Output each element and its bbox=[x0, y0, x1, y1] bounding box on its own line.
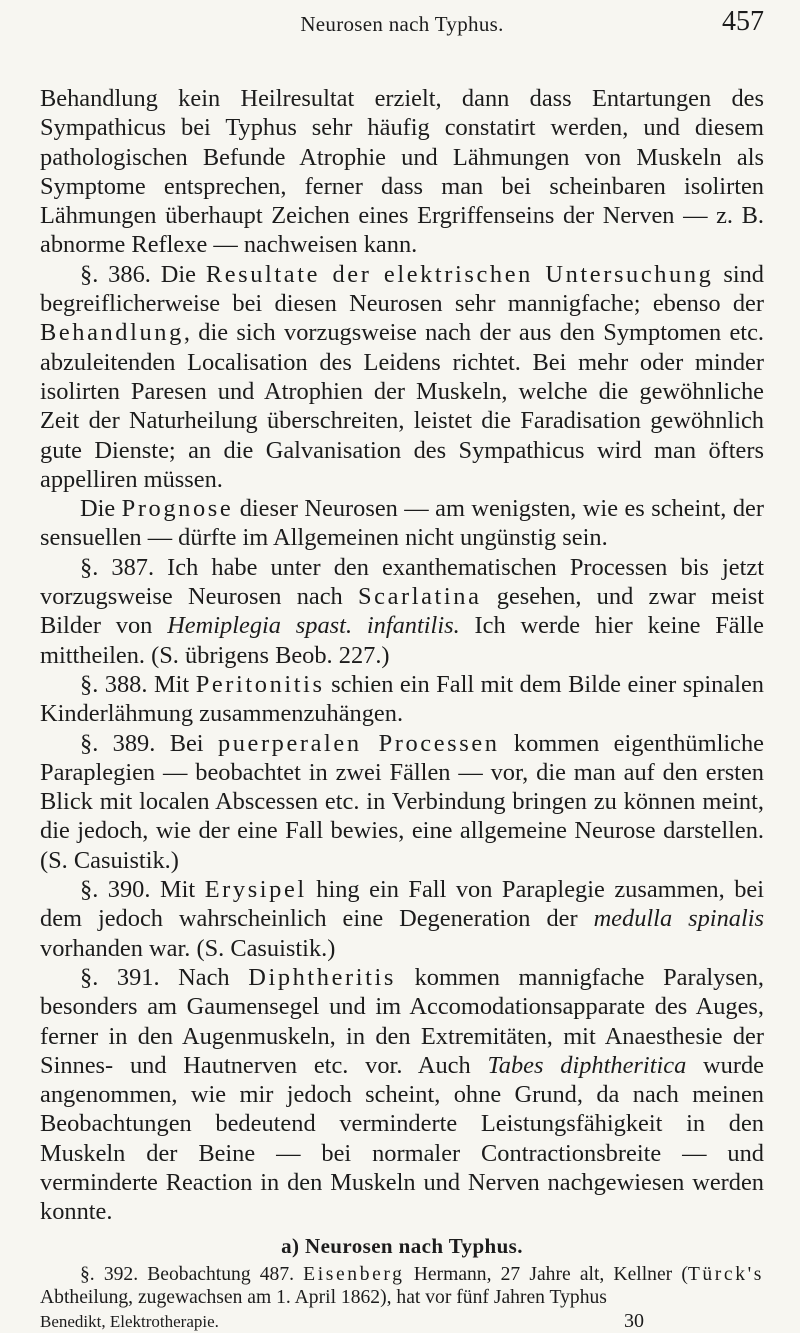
text-run: sind begreiflicherweise bei diesen Neurosen sehr mannigfache; ebenso der bbox=[40, 260, 764, 318]
text-run: Ich werde hier keine Fälle mittheilen. (S. übrigens Beob. 227.) bbox=[40, 612, 765, 669]
paragraph bbox=[40, 670, 764, 729]
text-run: kommen mannigfache Paralysen, besonders am Gaumensegel und im Accomodationsapparate des Auges, ferner in den Augenmuskeln, in den Extremitäten, mit Anaesthesie der Sinnes- und Hautnerven etc. vor. Auch bbox=[40, 963, 764, 1079]
text-run: Abtheilung, zugewachsen am 1. April 1862), hat vor fünf Jahren Typhus bbox=[40, 1287, 607, 1309]
text-run: §. 389. Bei bbox=[80, 729, 218, 757]
case-observation bbox=[40, 1263, 764, 1310]
text-run: kommen eigenthümliche Paraplegien — beobachtet in zwei Fällen — vor, die man auf den ersten Blick mit localen Abscessen etc. in Verbindung bringen zu können meint, die jedoch, wie der eine Fall bewies, eine allgemeine Neurose darstellen. (S. Casuistik.) bbox=[40, 729, 764, 874]
text-run: §. 387. Ich habe unter den exanthematischen Processen bis jetzt vorzugsweise Neurosen nach bbox=[40, 553, 764, 611]
spaced-text: Behandlung bbox=[40, 319, 184, 347]
text-run: gesehen, und zwar meist Bilder von bbox=[40, 583, 764, 640]
text-run: Die bbox=[80, 495, 122, 523]
text-run: §. 391. Nach bbox=[80, 963, 249, 991]
text-run: Behandlung kein Heilresultat erzielt, dann dass Entartungen des Sympathicus bei Typhus sehr häufig constatirt werden, und diesem pathologischen Befunde Atrophie und Lähmungen von Muskeln als Symptome entsprechen, ferner dass man bei scheinbaren isolirten Lähmungen überhaupt Zeichen eines Ergriffenseins der Nerven — z. B. abnorme Reflexe — nachweisen kann. bbox=[40, 85, 764, 259]
italic-text: Tabes diphtheritica bbox=[487, 1051, 687, 1079]
printer-line: Benedikt, Elektrotherapie. bbox=[40, 1311, 219, 1331]
text-run: §. 388. Mit bbox=[80, 670, 196, 698]
paragraph bbox=[40, 260, 764, 494]
text-run: §. 390. Mit bbox=[80, 876, 205, 904]
text-run: schien ein Fall mit dem Bilde einer spinalen Kinderlähmung zusammenzuhängen. bbox=[40, 670, 764, 728]
spaced-text: Eisenberg bbox=[303, 1263, 405, 1285]
paragraph bbox=[40, 84, 764, 260]
italic-text: medulla spinalis bbox=[593, 905, 765, 933]
page-number: 457 bbox=[722, 6, 764, 37]
paragraph bbox=[40, 963, 764, 1227]
section-subheading: a) Neurosen nach Typhus. bbox=[281, 1233, 523, 1258]
text-run: §. 386. Die bbox=[80, 260, 206, 288]
text-run: Hermann, 27 Jahre alt, Kellner ( bbox=[404, 1263, 688, 1285]
spaced-text: Prognose bbox=[121, 495, 234, 523]
text-run: , die sich vorzugsweise nach der aus den Symptomen etc. abzuleitenden Localisation des Leidens richtet. Bei mehr oder minder isolirten Paresen und Atrophien der Muskeln, welche die gewöhnliche Zeit der Naturheilung überschreiten, leistet die Faradisation gewöhnlich gute Dienste; an die Galvanisation des Sympathicus wird man öfters appelliren müssen. bbox=[40, 319, 764, 493]
spaced-text: Resultate der elektrischen Untersuchung bbox=[205, 260, 714, 288]
paragraph bbox=[40, 875, 764, 963]
spaced-text: puerperalen Processen bbox=[217, 729, 500, 757]
running-title: Neurosen nach Typhus. bbox=[300, 12, 504, 36]
main-text bbox=[40, 84, 764, 1227]
paragraph bbox=[40, 494, 764, 553]
signature-number: 30 bbox=[624, 1309, 644, 1332]
paragraph bbox=[40, 729, 764, 875]
spaced-text: Diphtheritis bbox=[248, 963, 396, 991]
spaced-text: Scarlatina bbox=[358, 583, 482, 611]
text-run: hing ein Fall von Paraplegie zusammen, bei dem jedoch wahrscheinlich eine Degeneration der bbox=[40, 876, 764, 933]
spaced-text: Türck's bbox=[687, 1263, 764, 1285]
spaced-text: Peritonitis bbox=[195, 670, 325, 698]
italic-text: Hemiplegia spast. infantilis. bbox=[167, 612, 460, 640]
page-footer bbox=[40, 1310, 764, 1333]
text-run: wurde angenommen, wie mir jedoch scheint, ohne Grund, da nach meinen Beobachtungen bedeutend verminderte Leistungsfähigkeit in den Muskeln der Beine — bei normaler Contractionsbreite — und verminderte Reaction in den Muskeln und Nerven nachgewiesen werden konnte. bbox=[40, 1051, 764, 1226]
text-run: §. 392. Beobachtung 487. bbox=[80, 1263, 304, 1285]
paragraph bbox=[40, 553, 764, 670]
running-header bbox=[40, 0, 764, 56]
text-run: dieser Neurosen — am wenigsten, wie es scheint, der sensuellen — dürfte im Allgemeinen nicht ungünstig sein. bbox=[40, 495, 764, 552]
observation-paragraph bbox=[40, 1263, 764, 1310]
spaced-text: Erysipel bbox=[204, 876, 307, 904]
text-run: vorhanden war. (S. Casuistik.) bbox=[40, 934, 336, 962]
